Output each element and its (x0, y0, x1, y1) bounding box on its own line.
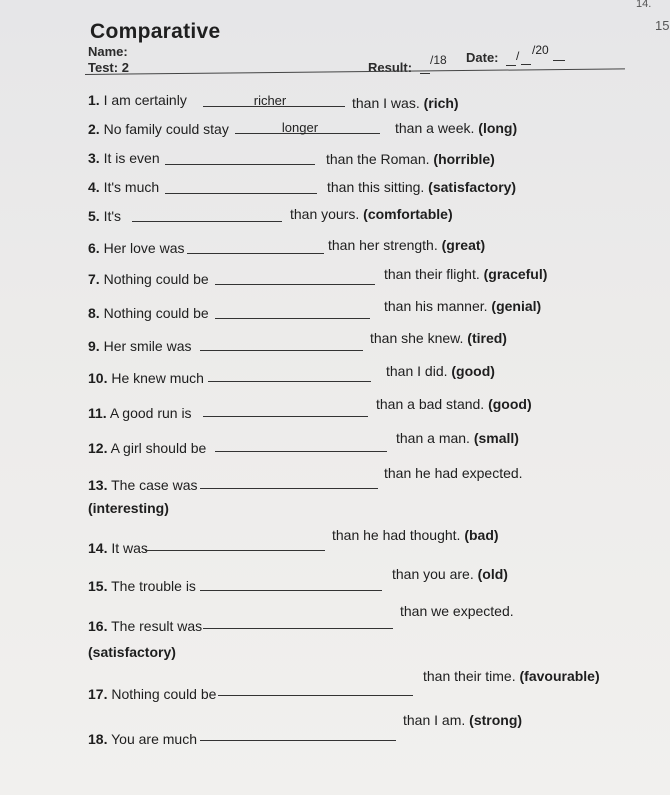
question-text-after: than her strength. (328, 237, 438, 253)
question-text-after: than he had thought. (332, 527, 461, 543)
question-hint: (graceful) (483, 266, 548, 282)
question-number: 13. (88, 477, 108, 493)
date-label: Date: (466, 50, 499, 65)
page-title: Comparative (90, 20, 221, 43)
question-number: 17. (88, 686, 108, 702)
question-text-before: You are much (111, 731, 197, 747)
corner-number-top: 14. (636, 0, 652, 10)
question-hint: (great) (441, 237, 486, 253)
question-number: 15. (88, 578, 108, 594)
result-score: /18 (430, 53, 447, 67)
header-divider (85, 68, 625, 75)
question-number: 7. (88, 271, 100, 287)
corner-number-side: 15 (655, 18, 670, 33)
question-hint: (old) (477, 566, 508, 582)
question-text-before: The trouble is (111, 578, 196, 594)
answer-blank[interactable] (200, 740, 396, 741)
question-hint: (comfortable) (363, 206, 453, 222)
date-slash: / (516, 49, 520, 63)
question-text-before: It was (111, 540, 148, 556)
question-text-before: Nothing could be (111, 686, 217, 702)
question-number: 10. (88, 370, 108, 386)
question-number: 12. (88, 440, 108, 456)
answer-blank[interactable] (208, 381, 371, 382)
question-number: 5. (88, 208, 100, 224)
question-hint: (strong) (469, 712, 523, 728)
question-text-after: than we expected. (400, 603, 514, 619)
question-hint: (horrible) (433, 151, 495, 167)
question-text-before: It is even (103, 150, 160, 166)
answer-blank[interactable] (200, 488, 378, 489)
answer-blank[interactable] (165, 193, 317, 194)
question-hint: (long) (478, 120, 518, 136)
question-text-before: Nothing could be (103, 305, 209, 321)
question-number: 18. (88, 731, 108, 747)
question-text-after: than this sitting. (327, 179, 425, 195)
question-text-after: than a bad stand. (376, 396, 485, 412)
question-text-after: than their flight. (384, 266, 480, 282)
answer-blank[interactable] (203, 628, 393, 629)
test-label: Test: 2 (88, 60, 129, 75)
answer-blank[interactable] (200, 350, 363, 351)
question-text-before: It's (103, 208, 122, 224)
answer-blank[interactable] (165, 164, 315, 165)
question-number: 6. (88, 240, 100, 256)
answer-blank[interactable] (132, 221, 282, 222)
question-text-after: than his manner. (384, 298, 488, 314)
question-text-before: No family could stay (103, 121, 229, 137)
question-text-before: The result was (111, 618, 203, 634)
question-hint: (good) (488, 396, 532, 412)
answer-blank[interactable] (145, 550, 325, 551)
question-text-before: A girl should be (110, 440, 207, 456)
answer-blank[interactable] (187, 253, 324, 254)
question-number: 1. (88, 92, 100, 108)
name-label: Name: (88, 44, 128, 59)
question-text-before: He knew much (111, 370, 204, 386)
question-hint: (satisfactory) (428, 179, 517, 195)
question-hint: (good) (451, 363, 495, 379)
question-number: 3. (88, 150, 100, 166)
question-text-after: than he had expected. (384, 465, 523, 481)
question-hint: (genial) (491, 298, 542, 314)
question-text-before: Her love was (103, 240, 185, 256)
question-number: 14. (88, 540, 108, 556)
question-number: 16. (88, 618, 108, 634)
question-text-after: than she knew. (370, 330, 464, 346)
question-number: 2. (88, 121, 100, 137)
question-number: 11. (88, 405, 107, 421)
question-text-after: than I am. (403, 712, 466, 728)
question-hint: (interesting) (88, 500, 169, 516)
answer-blank[interactable] (203, 416, 368, 417)
question-text-before: I am certainly (103, 92, 187, 108)
date-blank-month[interactable] (521, 64, 531, 65)
question-text-after: than the Roman. (326, 151, 430, 167)
question-text-after: than a week. (395, 120, 475, 136)
question-text-before: Nothing could be (103, 271, 209, 287)
answer-text: longer (281, 120, 319, 135)
question-hint: (favourable) (519, 668, 600, 684)
question-hint: (small) (473, 430, 519, 446)
question-text-after: than I did. (386, 363, 448, 379)
answer-blank[interactable] (215, 284, 375, 285)
question-number: 4. (88, 179, 100, 195)
answer-blank[interactable] (218, 695, 413, 696)
question-text-before: The case was (111, 477, 198, 493)
question-text-after: than I was. (352, 95, 420, 111)
date-total: /20 (532, 43, 549, 57)
result-blank[interactable] (420, 73, 430, 74)
date-blank-day[interactable] (506, 65, 516, 66)
question-text-before: It's much (103, 179, 160, 195)
question-number: 9. (88, 338, 100, 354)
question-text-after: than you are. (392, 566, 474, 582)
answer-text: richer (253, 93, 287, 108)
question-hint: (tired) (467, 330, 507, 346)
result-label: Result: (368, 60, 413, 75)
question-hint: (satisfactory) (88, 644, 176, 660)
answer-blank[interactable] (200, 590, 382, 591)
answer-blank[interactable] (215, 318, 370, 319)
question-hint: (bad) (464, 527, 499, 543)
question-number: 8. (88, 305, 100, 321)
answer-blank[interactable] (215, 451, 387, 452)
question-text-before: A good run is (109, 405, 192, 421)
question-text-after: than their time. (423, 668, 516, 684)
question-text-after: than a man. (396, 430, 470, 446)
question-text-after: than yours. (290, 206, 360, 222)
question-text-before: Her smile was (103, 338, 192, 354)
date-blank-year[interactable] (553, 60, 565, 61)
question-hint: (rich) (423, 95, 459, 111)
